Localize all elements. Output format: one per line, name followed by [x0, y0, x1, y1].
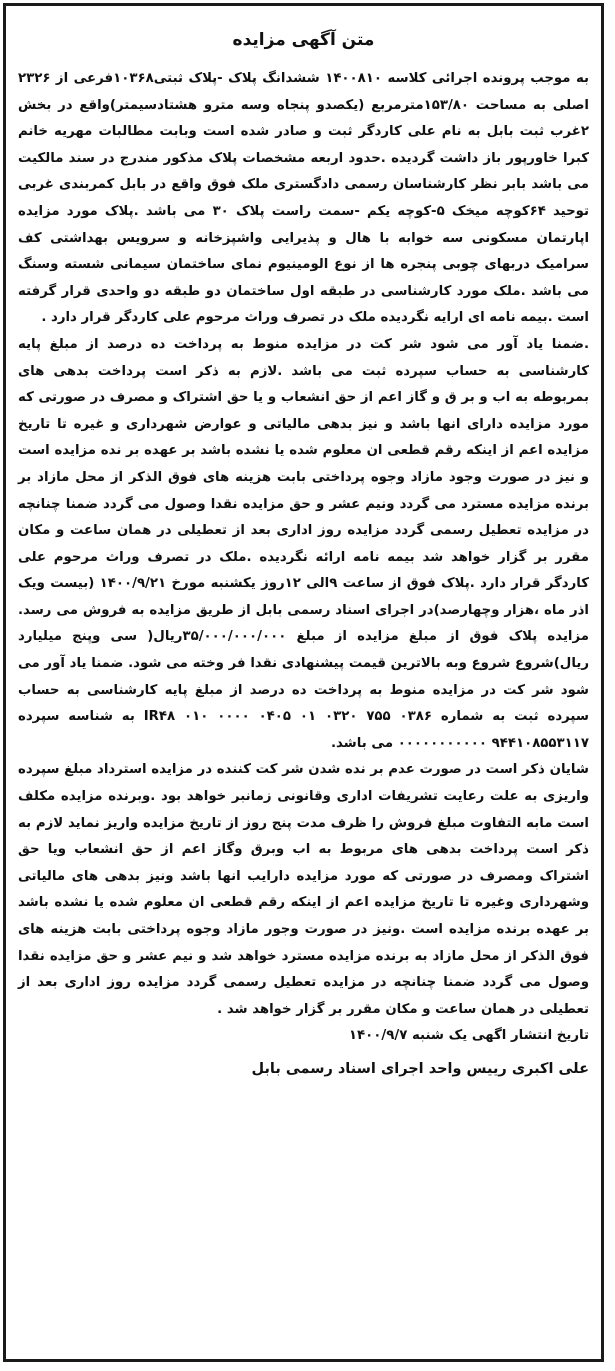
notice-body [6, 6, 601, 1084]
notice-frame [3, 3, 604, 1362]
notice-text [18, 66, 589, 1050]
paragraph-property-description: به موجب پرونده اجرائی کلاسه ۱۴۰۰۸۱۰ ششدانگ پلاک ‑پلاک ثبتی۱۰۳۶۸فرعی از ۲۳۲۶ اصلی به مساحت ۱۵۳/۸۰مترمربع (یکصدو پنجاه وسه مترو هشتادسیمتر)واقع در بخش ۲غرب ثبت بابل به نام علی کاردگر ثبت و صادر شده است وبابت مطالبات مهریه خانم کبرا خاورپور باز داشت گردیده .حدود اربعه مشخصات پلاک مذکور مندرج در سند مالکیت می باشد بابر نظر کارشناسان رسمی دادگستری ملک فوق واقع در بابل کمربندی غربی توحید ۶۴کوچه میخک ۵-کوچه یکم -سمت راست پلاک ۳۰ می باشد .پلاک مورد مزایده اپارتمان مسکونی سه خوابه با هال و پذیرایی واشپزخانه و سرویس بهداشتی کف سرامیک دربهای چوبی پنجره ها از نوع الومینیوم نمای ساختمان سیمانی شسته وسنگ می باشد .ملک مورد کارشناسی در طبقه اول ساختمان دو طبقه دو واحدی قرار گرفته است .بیمه نامه ای ارایه نگردیده ملک در تصرف وراث مرحوم علی کاردگر قرار دارد . [18, 71, 589, 326]
signature: علی اکبری رییس واحد اجرای اسناد رسمی بابل [251, 1060, 589, 1077]
publication-date: تاریخ انتشار اگهی یک شنبه ۱۴۰۰/۹/۷ [348, 1028, 589, 1044]
paragraph-deposit-refund: شایان ذکر است در صورت عدم بر نده شدن شر کت کننده در مزایده استرداد مبلغ سپرده واریزی به علت رعایت تشریفات اداری وقانونی زمانبر خواهد بود .وبرنده مزایده مکلف است مابه التفاوت مبلغ فروش را ظرف مدت پنج روز از تاریخ مزایده واریز نماید لازم به ذکر است پرداخت بدهی های مربوط به اب وبرق وگاز اعم از حق انشعاب ویا حق اشتراک ومصرف در صورتی که مورد مزایده دارایب انها باشد ونیز بدهی های مالیاتی وشهرداری وغیره تا تاریخ مزایده اعم از اینکه رقم قطعی ان معلوم شده یا نشده باشد بر عهده برنده مزایده است .ونیز در صورت وجور مازاد وجوه پرداختی بابت هزینه های فوق الذکر از محل مازاد به برنده مزایده مسترد خواهد شد و نیم عشر و حق مزایده نقدا وصول می گردد ضمنا چنانچه در مزایده تعطیل رسمی گردد مزایده روز اداری بعد از تعطیلی در همان ساعت و مکان مقرر بر گزار خواهد شد . [18, 762, 589, 1017]
notice-title: متن آگهی مزایده [232, 30, 375, 50]
paragraph-auction-terms: .ضمنا یاد آور می شود شر کت در مزایده منوط به پرداخت ده درصد از مبلغ پایه کارشناسی به حساب سپرده ثبت می باشد .لازم به ذکر است پرداخت بدهی های بمربوطه به اب و بر ق و گاز اعم از حق انشعاب و یا حق اشتراک و مصرف در صورتی که مورد مزایده دارای انها باشد و نیز بدهی مالیاتی و عوارض شهرداری و غیره تا تاریخ مزایده اعم از اینکه رقم قطعی ان معلوم شده یا نشده باشد بر عهده بر نده مزایده است و نیز در صورت وجود مازاد وجوه پرداختی بابت هزینه های فوق الذکر از محل مازاد بر برنده مزایده مسترد می گردد ونیم عشر و حق مزایده نقدا وصول می گردد ضمنا چنانچه در مزایده تعطیل رسمی گردد مزایده روز اداری بعد از تعطیلی در همان ساعت و مکان مقرر بر گزار خواهد شد بیمه نامه ارائه نگردیده .ملک در تصرف وراث مرحوم علی کاردگر قرار دارد .پلاک فوق از ساعت ۹الی ۱۲روز یکشنبه مورخ ۱۴۰۰/۹/۲۱ (بیست ویک اذر ماه ،هزار وچهارصد)در اجرای اسناد رسمی بابل از طریق مزایده به فروش می رسد. مزایده پلاک فوق از مبلغ مزایده از مبلغ ۳۵/۰۰۰/۰۰۰/۰۰۰ریال( سی وپنج میلیارد ریال)شروع شروع وبه بالاترین قیمت پیشنهادی نقدا فر وخته می شود. ضمنا یاد آور می شود شر کت در مزایده منوط به پرداخت ده درصد از مبلغ پایه کارشناسی به حساب سپرده ثبت به شماره ۰۳۸۶ ۷۵۵ ۰۳۲۰ ۰۱ ۰۴۰۵ ۰۰۰۰ ۰۱۰ IR۴۸ به شناسه سپرده ۹۴۴۱۰۸۵۵۳۱۱۷ ۰۰۰۰۰۰۰۰۰۰۰ می باشد. [18, 336, 589, 751]
